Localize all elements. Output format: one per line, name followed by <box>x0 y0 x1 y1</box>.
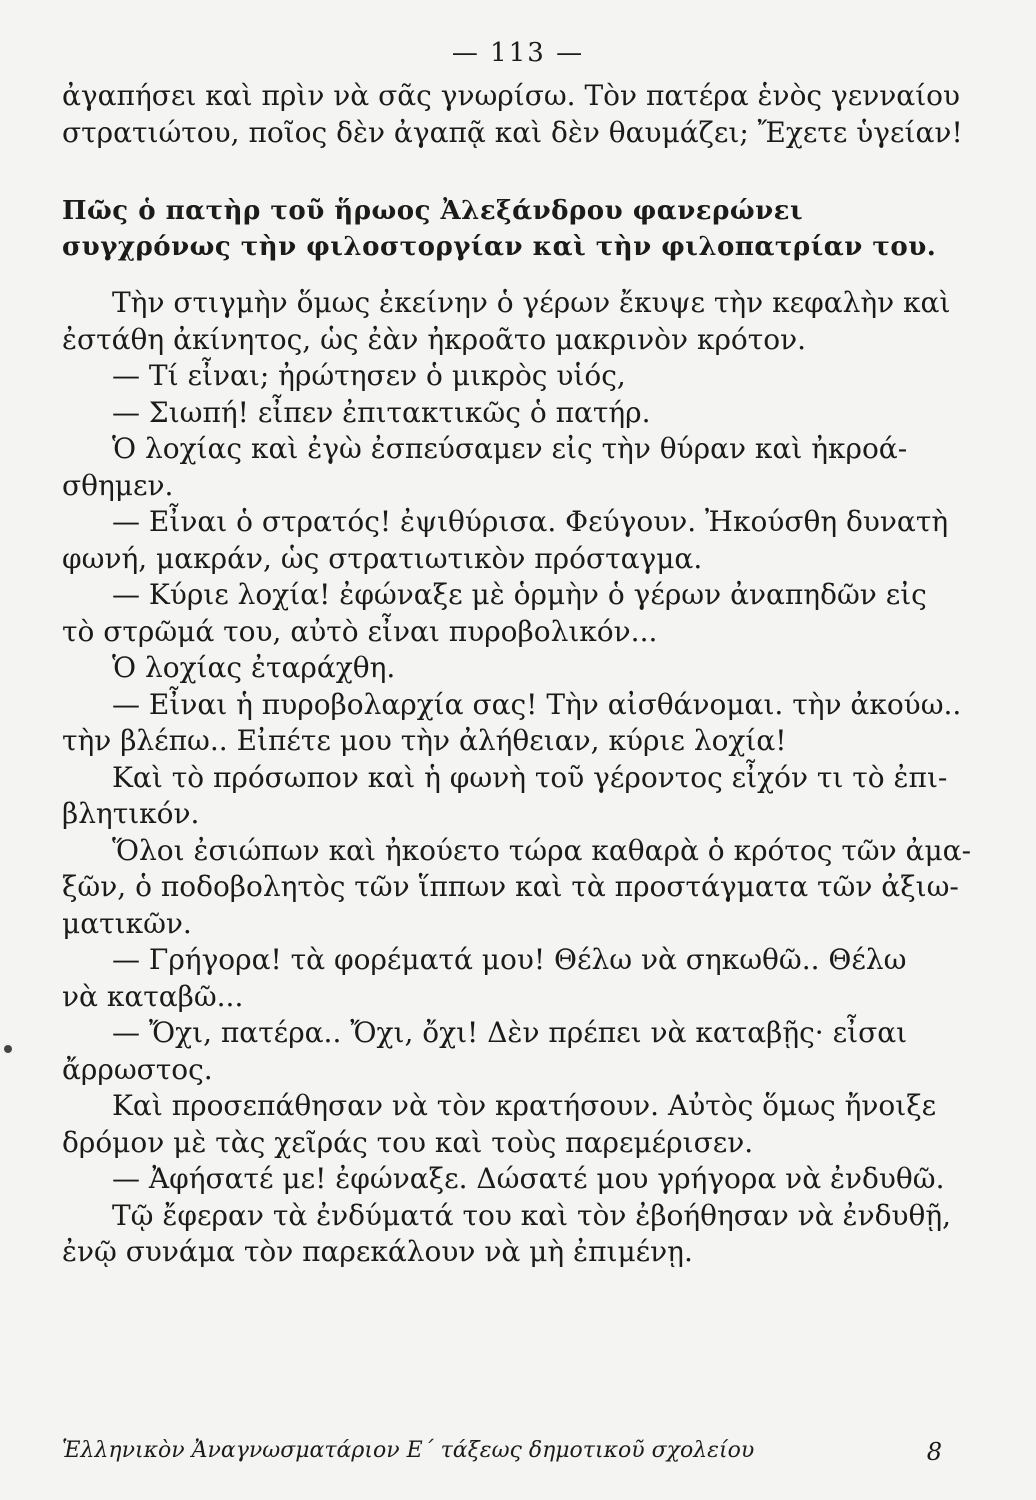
dialogue-line: — Ὄχι, πατέρα.. Ὄχι, ὄχι! Δὲν πρέπει νὰ καταβῇς· εἶσαι <box>112 1016 908 1049</box>
dialogue-line: — Κύριε λοχία! ἐφώναξε μὲ ὁρμὴν ὁ γέρων ἀναπηδῶν εἰς <box>112 578 927 611</box>
paragraph-line: βλητικόν. <box>62 797 200 830</box>
paragraph-line: Τῷ ἔφεραν τὰ ἐνδύματά του καὶ τὸν ἐβοήθησαν νὰ ἐνδυθῇ, <box>112 1198 952 1232</box>
sheet-signature: 8 <box>926 1438 942 1466</box>
paragraph-line: Ὁ λοχίας καὶ ἐγὼ ἐσπεύσαμεν εἰς τὴν θύραν καὶ ἠκροά- <box>112 432 908 465</box>
paragraph-line: Τὴν στιγμὴν ὅμως ἐκείνην ὁ γέρων ἔκυψε τὴν κεφαλὴν καὶ <box>112 286 951 319</box>
section-heading: Πῶς ὁ πατὴρ τοῦ ἥρωος Ἀλεξάνδρου φανερώνει <box>62 196 804 226</box>
dialogue-line: — Τί εἶναι; ἠρώτησεν ὁ μικρὸς υἱός, <box>112 359 626 392</box>
paragraph-line: Καὶ προσεπάθησαν νὰ τὸν κρατήσουν. Αὐτὸς ὅμως ἤνοιξε <box>112 1089 937 1122</box>
paragraph-line: ἐνῷ συνάμα τὸν παρεκάλουν νὰ μὴ ἐπιμένῃ. <box>62 1235 693 1268</box>
paragraph-line: τὸ στρῶμά του, αὐτὸ εἶναι πυροβολικόν... <box>62 614 658 648</box>
footer-book-title: Ἑλληνικὸν Ἀναγνωσματάριον Ε΄ τάξεως δημοτικοῦ σχολείου <box>62 1438 755 1463</box>
paragraph-line: δρόμον μὲ τὰς χεῖράς του καὶ τοὺς παρεμέρισεν. <box>62 1125 754 1159</box>
paragraph-line: ἄρρωστος. <box>62 1052 213 1086</box>
paragraph-line: ξῶν, ὁ ποδοβολητὸς τῶν ἵππων καὶ τὰ προστάγματα τῶν ἀξιω- <box>62 870 959 903</box>
dialogue-line: — Εἶναι ὁ στρατός! ἐψιθύρισα. Φεύγουν. Ἠκούσθη δυνατὴ <box>112 505 949 538</box>
paragraph-line: Καὶ τὸ πρόσωπον καὶ ἡ φωνὴ τοῦ γέροντος εἶχόν τι τὸ ἐπι- <box>112 760 948 794</box>
paragraph-line: σθημεν. <box>62 468 174 502</box>
dialogue-line: — Ἀφήσατέ με! ἐφώναξε. Δώσατέ μου γρήγορα νὰ ἐνδυθῶ. <box>112 1162 945 1195</box>
paragraph-line: Ὁ λοχίας ἐταράχθη. <box>112 651 396 684</box>
page-footer <box>62 1438 962 1466</box>
text-line: ἀγαπήσει καὶ πρὶν νὰ σᾶς γνωρίσω. Τὸν πατέρα ἑνὸς γενναίου <box>62 79 961 112</box>
dialogue-line: — Γρήγορα! τὰ φορέματά μου! Θέλω νὰ σηκωθῶ.. Θέλω <box>112 943 907 976</box>
paragraph-line: ἐστάθη ἀκίνητος, ὡς ἐὰν ἠκροᾶτο μακρινὸν κρότον. <box>62 322 807 356</box>
page-text <box>62 78 972 1271</box>
dialogue-line: — Σιωπή! εἶπεν ἐπιτακτικῶς ὁ πατήρ. <box>112 395 651 429</box>
section-heading: συγχρόνως τὴν φιλοστοργίαν καὶ τὴν φιλοπατρίαν του. <box>62 232 937 262</box>
page-number: — 113 — <box>451 38 585 68</box>
paragraph-line: νὰ καταβῶ... <box>62 979 244 1013</box>
paragraph-line: φωνή, μακράν, ὡς στρατιωτικὸν πρόσταγμα. <box>62 541 703 575</box>
text-line: στρατιώτου, ποῖος δὲν ἀγαπᾷ καὶ δὲν θαυμάζει; Ἔχετε ὑγείαν! <box>62 115 963 149</box>
dialogue-line: — Εἶναι ἡ πυροβολαρχία σας! Τὴν αἰσθάνομαι. τὴν ἀκούω.. <box>112 687 962 721</box>
paragraph-line: τὴν βλέπω.. Εἰπέτε μου τὴν ἀλήθειαν, κύριε λοχία! <box>62 724 787 757</box>
spacer <box>62 265 962 285</box>
paragraph-line: ματικῶν. <box>62 906 192 940</box>
spacer <box>62 151 962 193</box>
margin-dot <box>4 1045 12 1053</box>
paragraph-line: Ὅλοι ἐσιώπων καὶ ἠκούετο τώρα καθαρὰ ὁ κρότος τῶν ἀμα- <box>112 833 972 867</box>
